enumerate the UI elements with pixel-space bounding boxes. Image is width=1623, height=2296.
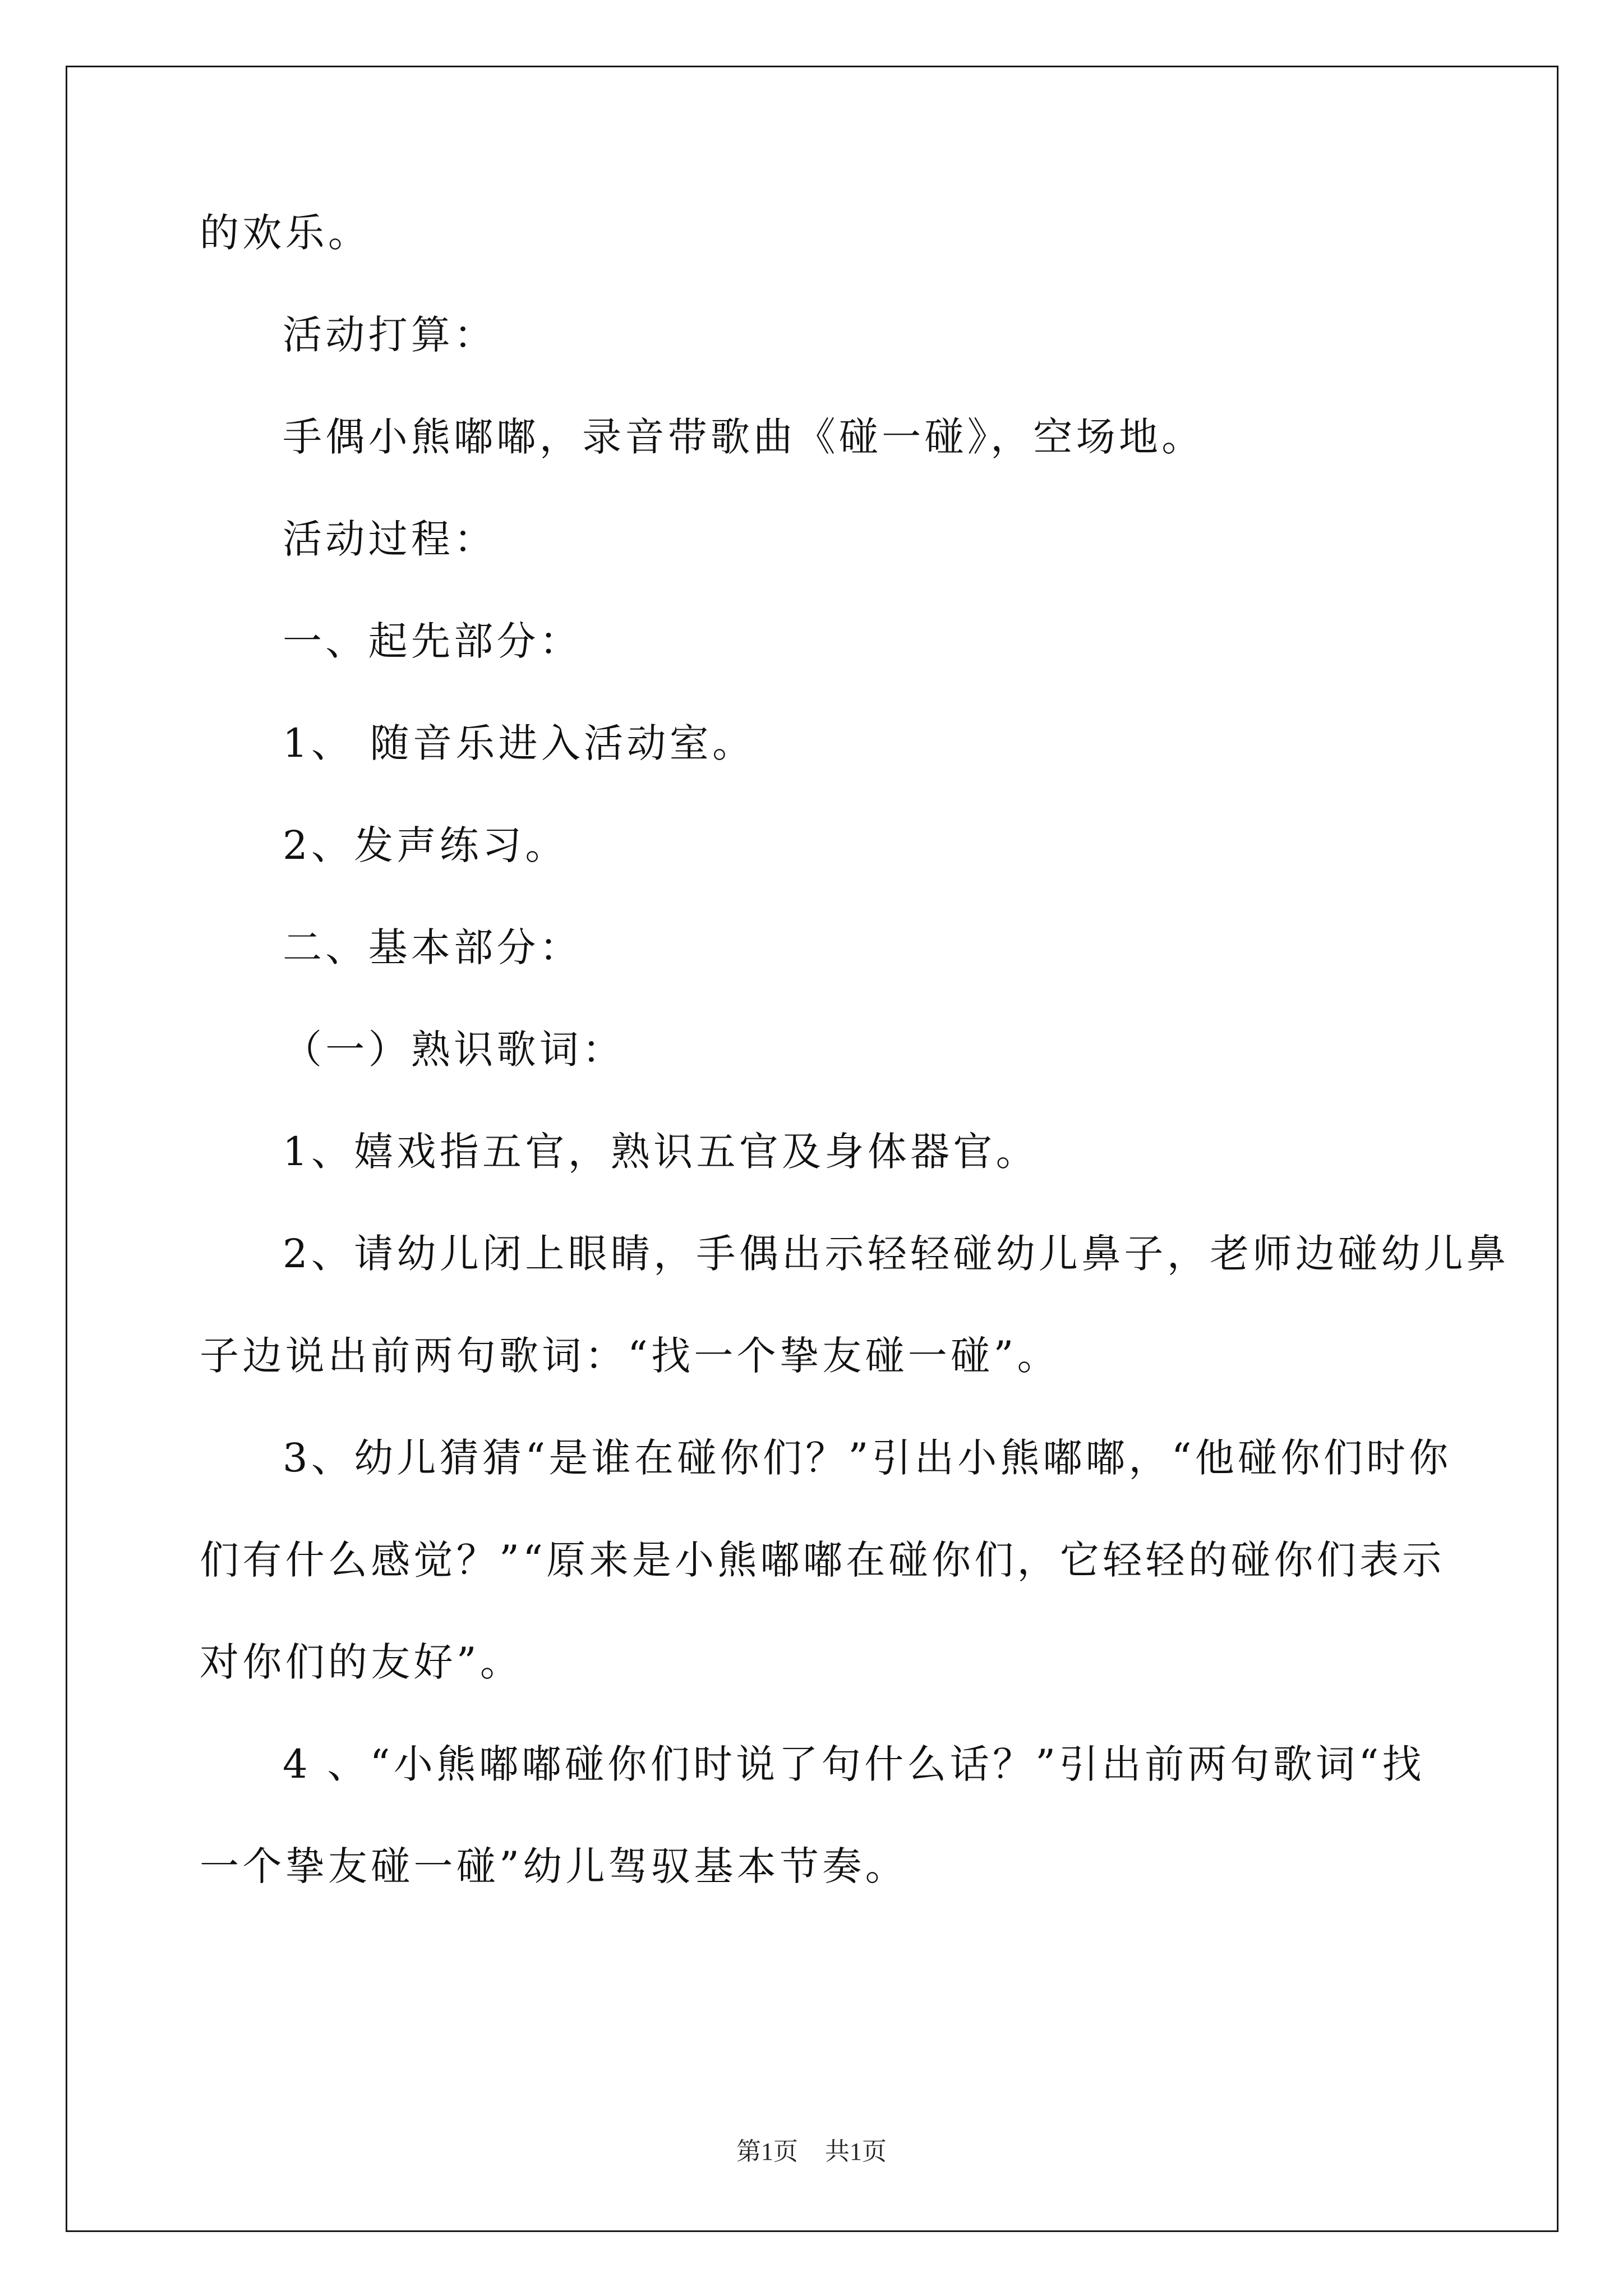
list-item-2-line-1: 2、请幼儿闭上眼睛，手偶出示轻轻碰幼儿鼻子，老师边碰幼儿鼻 bbox=[283, 1231, 1510, 1277]
page-number-total: 共1页 bbox=[825, 2138, 887, 2165]
list-item-2-line-2: 子边说出前两句歌词：“找一个挚友碰一碰”。 bbox=[200, 1333, 1060, 1379]
list-item-3-line-1: 3、幼儿猜猜“是谁在碰你们？”引出小熊嘟嘟，“他碰你们时你 bbox=[283, 1435, 1452, 1481]
list-item-3-line-2: 们有什么感觉？”“原来是小熊嘟嘟在碰你们，它轻轻的碰你们表示 bbox=[200, 1537, 1445, 1583]
document-body bbox=[200, 208, 1510, 1892]
list-item-4-line-1: 4 、“小熊嘟嘟碰你们时说了句什么话？”引出前两句歌词“找 bbox=[283, 1741, 1425, 1787]
list-item-4-line-2: 一个挚友碰一碰”幼儿驾驭基本节奏。 bbox=[200, 1843, 908, 1889]
section-heading-process: 活动过程： bbox=[283, 516, 497, 562]
subsection-heading-lyrics: （一）熟识歌词： bbox=[283, 1027, 625, 1073]
section-heading-part-two: 二、基本部分： bbox=[283, 924, 583, 970]
list-item-2: 2、发声练习。 bbox=[283, 822, 568, 868]
paragraph-continuation: 的欢乐。 bbox=[200, 210, 371, 256]
page-footer bbox=[0, 2136, 1623, 2168]
page-number-current: 第1页 bbox=[736, 2138, 798, 2165]
paragraph-materials: 手偶小熊嘟嘟，录音带歌曲《碰一碰》，空场地。 bbox=[283, 414, 1205, 460]
list-item-1-game: 1、嬉戏指五官，熟识五官及身体器官。 bbox=[283, 1129, 1039, 1175]
section-heading-part-one: 一、起先部分： bbox=[283, 618, 583, 664]
list-item-1: 1、 随音乐进入活动室。 bbox=[283, 720, 755, 766]
section-heading-preparation: 活动打算： bbox=[283, 312, 497, 358]
list-item-3-line-3: 对你们的友好”。 bbox=[200, 1639, 523, 1685]
